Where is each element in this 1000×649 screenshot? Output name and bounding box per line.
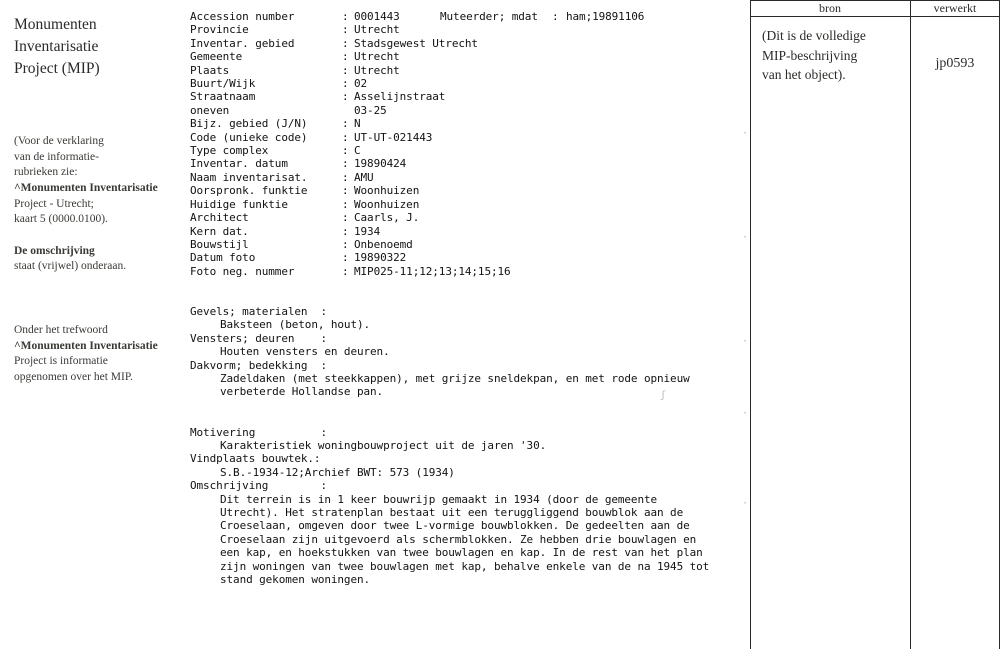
field-value: 1934 <box>354 224 381 238</box>
field-label: Kern dat. <box>190 224 249 238</box>
source-note-line-1: (Dit is de volledige <box>762 28 866 43</box>
field-value: 02 <box>354 77 368 91</box>
section-heading: Gevels; materialen : <box>190 304 327 318</box>
field-row <box>190 117 750 130</box>
field-separator: : <box>342 184 349 198</box>
field-row <box>190 77 750 90</box>
field-separator: : <box>342 144 349 158</box>
field-row <box>190 90 750 103</box>
note1-line-1: (Voor de verklaring <box>14 135 104 147</box>
scan-artifact: · <box>742 498 749 509</box>
field-separator: : <box>342 237 349 251</box>
omschrijving-line: Dit terrein is in 1 keer bouwrijp gemaakt in 1934 (door de gemeente <box>220 492 658 506</box>
document-title <box>14 14 174 80</box>
field-separator: : <box>342 63 349 77</box>
section-heading: Vindplaats bouwtek.: <box>190 452 321 466</box>
field-label: Foto neg. nummer <box>190 264 295 278</box>
field-separator: : <box>342 36 349 50</box>
field-separator: : <box>342 50 349 64</box>
note3-tail-2: opgenomen over het MIP. <box>14 370 133 383</box>
field-separator: : <box>342 264 349 278</box>
field-row <box>190 238 750 251</box>
section-body: Houten vensters en deuren. <box>220 345 390 359</box>
field-value: Utrecht <box>354 63 400 77</box>
omschrijving-line: Croeselaan, omgeven door twee L-vormige bouwblokken. De gedeelten aan de <box>220 519 690 533</box>
title-line-3: Project (MIP) <box>14 60 100 77</box>
section-heading: Dakvorm; bedekking : <box>190 358 327 372</box>
note-keyword-reference <box>14 323 174 386</box>
field-value: Onbenoemd <box>354 237 413 251</box>
field-row <box>190 37 750 50</box>
note3-keyword: ^Monumenten Inventarisatie <box>14 339 158 352</box>
field-value: Woonhuizen <box>354 184 420 198</box>
note1-line-3: rubrieken zie: <box>14 166 78 179</box>
field-label: oneven <box>190 103 230 117</box>
field-row <box>190 251 750 264</box>
field-row <box>190 211 750 224</box>
omschrijving-line: stand gekomen woningen. <box>220 573 371 587</box>
note2-keyword: De omschrijving <box>14 244 95 257</box>
field-value: C <box>354 144 361 158</box>
field-separator: : <box>342 10 349 23</box>
section-heading: Vensters; deuren : <box>190 331 327 345</box>
field-row <box>190 64 750 77</box>
title-line-2: Inventarisatie <box>14 38 99 55</box>
mutator-value: ham;19891106 <box>566 10 645 23</box>
field-label: Architect <box>190 211 249 225</box>
field-separator <box>342 104 354 117</box>
field-row <box>190 104 750 117</box>
section-body: Zadeldaken (met steekkappen), met grijze sneldekpan, en met rode opnieuw <box>220 371 690 385</box>
record-body <box>190 10 750 586</box>
note1-keyword: ^Monumenten Inventarisatie <box>14 181 158 194</box>
omschrijving-heading: Omschrijving : <box>190 479 327 493</box>
field-label: Naam inventarisat. <box>190 170 308 184</box>
field-label: Datum foto <box>190 251 256 265</box>
scan-artifact: · <box>742 232 749 243</box>
field-value: Asselijnstraat <box>354 90 446 104</box>
field-separator: : <box>342 130 349 144</box>
field-row <box>190 23 750 36</box>
scan-artifact: · <box>742 128 749 139</box>
field-separator: : <box>342 211 349 225</box>
table-header-bron: bron <box>819 1 841 15</box>
field-row <box>190 50 750 63</box>
field-separator: : <box>342 251 349 265</box>
section-body: verbeterde Hollandse pan. <box>220 385 384 399</box>
field-separator: : <box>342 170 349 184</box>
table-vertical-border-left <box>750 0 751 649</box>
omschrijving-line: een kap, en hoekstukken van twee bouwlagen en kap. In de rest van het plan <box>220 546 703 560</box>
field-label: Gemeente <box>190 50 243 64</box>
table-header-border <box>750 16 1000 17</box>
table-header-verwerkt: verwerkt <box>933 1 977 15</box>
field-label: Code (unieke code) <box>190 130 308 144</box>
field-value: Stadsgewest Utrecht <box>354 36 478 50</box>
field-separator: : <box>342 224 349 238</box>
note-description-location <box>14 244 174 275</box>
note-explanation <box>14 134 174 228</box>
field-value: MIP025-11;12;13;14;15;16 <box>354 264 511 278</box>
scan-artifact: · <box>742 336 749 347</box>
section-heading: Motivering : <box>190 425 327 439</box>
field-row <box>190 184 750 197</box>
note1-tail-2: kaart 5 (0000.0100). <box>14 213 108 226</box>
field-row <box>190 144 750 157</box>
section-body: S.B.-1934-12;Archief BWT: 573 (1934) <box>220 465 455 479</box>
field-separator: : <box>342 90 349 104</box>
field-label: Straatnaam <box>190 90 256 104</box>
field-value: 0001443 <box>354 10 400 23</box>
note2-tail: staat (vrijwel) onderaan. <box>14 260 127 273</box>
field-row <box>190 10 750 23</box>
section-body: Karakteristiek woningbouwproject uit de jaren '30. <box>220 438 547 452</box>
field-label: Bijz. gebied (J/N) <box>190 117 308 131</box>
field-separator: : <box>342 117 349 131</box>
mutator-separator: : <box>552 10 559 23</box>
scan-artifact: ʃ <box>660 390 667 401</box>
note1-line-2: van de informatie- <box>14 150 99 163</box>
field-separator: : <box>342 23 349 37</box>
table-cell-source-note <box>762 26 902 85</box>
field-separator: : <box>342 157 349 171</box>
field-value: 19890424 <box>354 157 407 171</box>
field-row <box>190 225 750 238</box>
source-note-line-3: van het object). <box>762 67 846 83</box>
field-separator: : <box>342 77 349 91</box>
note3-pre: Onder het trefwoord <box>14 324 108 336</box>
source-table <box>750 0 1000 649</box>
field-label: Oorspronk. funktie <box>190 184 308 198</box>
field-value: 03-25 <box>354 103 387 117</box>
field-row <box>190 171 750 184</box>
field-label: Inventar. gebied <box>190 36 295 50</box>
field-separator: : <box>342 197 349 211</box>
field-row <box>190 131 750 144</box>
field-label: Accession number <box>190 10 295 23</box>
table-vertical-border-middle <box>910 0 911 649</box>
field-label: Huidige funktie <box>190 197 288 211</box>
note1-tail-1: Project - Utrecht; <box>14 197 94 210</box>
omschrijving-line: zijn woningen van twee bouwlagen met kap, behalve enkele van de na 1945 tot <box>220 559 710 573</box>
left-notes-column <box>14 14 174 386</box>
note3-tail-1: Project is informatie <box>14 355 108 368</box>
field-value: UT-UT-021443 <box>354 130 433 144</box>
field-value: Caarls, J. <box>354 211 420 225</box>
field-row <box>190 198 750 211</box>
source-note-line-2: MIP-beschrijving <box>762 47 858 63</box>
field-value: 19890322 <box>354 251 407 265</box>
omschrijving-line: Utrecht). Het stratenplan bestaat uit een teruggliggend bouwblok aan de <box>220 506 684 519</box>
field-label: Plaats <box>190 63 230 77</box>
field-value: Utrecht <box>354 23 400 37</box>
title-line-1: Monumenten <box>14 16 97 33</box>
omschrijving-line: Croeselaan zijn uitgevoerd als schermblokken. Ze hebben drie bouwlagen en <box>220 532 697 546</box>
field-label: Bouwstijl <box>190 237 249 251</box>
scan-artifact: · <box>742 408 749 419</box>
table-cell-processed-code: jp0593 <box>935 56 975 71</box>
field-label: Inventar. datum <box>190 157 288 171</box>
field-value: Woonhuizen <box>354 197 420 211</box>
field-value: AMU <box>354 170 374 184</box>
section-body: Baksteen (beton, hout). <box>220 318 371 332</box>
field-label: Buurt/Wijk <box>190 77 256 91</box>
field-value: N <box>354 117 361 131</box>
field-label: Type complex <box>190 144 269 158</box>
field-row <box>190 157 750 170</box>
field-label: Provincie <box>190 23 249 37</box>
field-row <box>190 265 750 278</box>
mutator-label: Muteerder; mdat <box>440 10 538 23</box>
field-value: Utrecht <box>354 50 400 64</box>
